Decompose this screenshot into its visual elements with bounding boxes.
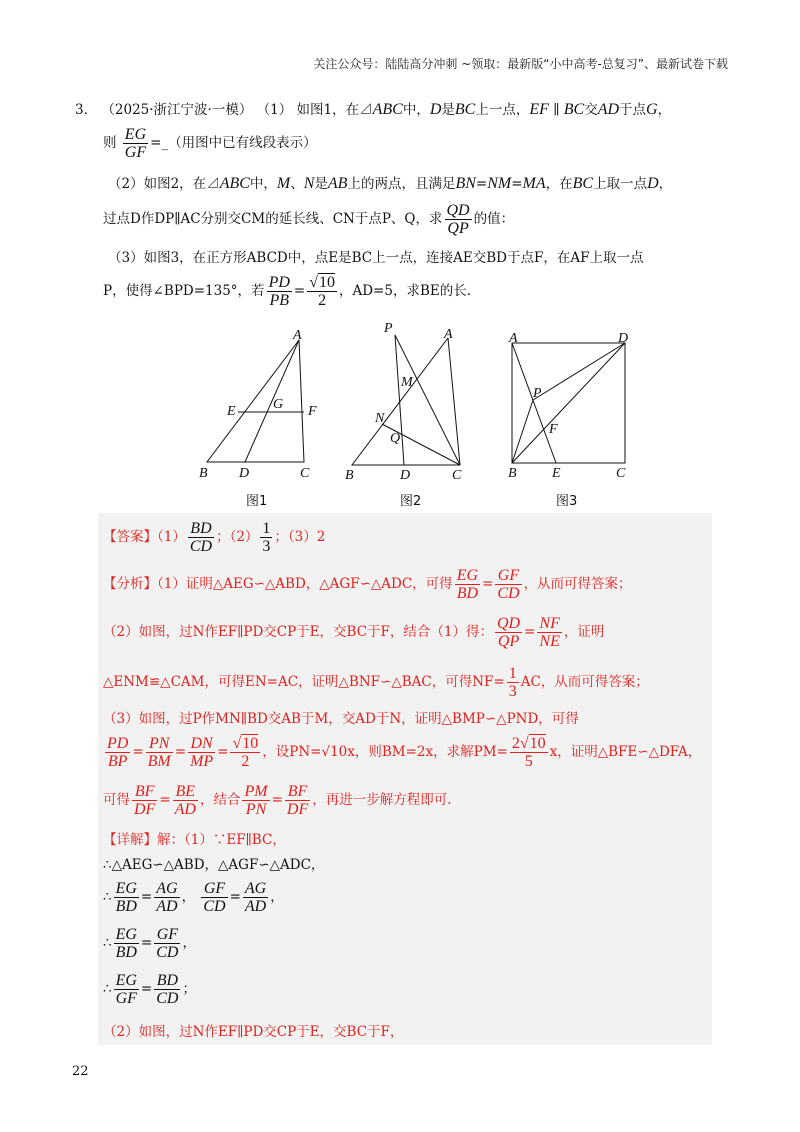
svg-text:D: D — [400, 468, 411, 483]
svg-text:M: M — [401, 375, 413, 390]
svg-text:E: E — [552, 466, 561, 481]
question-line-2: 则 $\frac{EG}{GF}$ =_（用图中已有线段表示） — [103, 126, 317, 161]
svg-text:B: B — [199, 466, 208, 481]
question-line-1: 3． （2025·浙江宁波·一模） （1） 如图1，在⊿ABC中，D是BC上一点，EF ∥ BC交AD于点G， — [75, 101, 672, 118]
question-line-6: P，使得∠BPD=135°，若 $\frac{PD}{PB}$ = $\frac{√10}{2}$ ，AD=5，求BE的长. — [103, 274, 472, 309]
page-header: 关注公众号：陆陆高分冲刺 ~领取：最新版“小中高考-总复习”、最新试卷下载 — [313, 57, 728, 71]
svg-text:B: B — [345, 468, 354, 483]
svg-text:B: B — [508, 466, 517, 481]
answer-line: 【答案】（1） $\frac{BD}{CD}$ ；（2） $\frac{1}{3}$ ；（3）2 — [103, 520, 326, 555]
svg-text:D: D — [239, 466, 250, 481]
analysis-line-5: $\frac{PD}{BP}$ = $\frac{PN}{BM}$ = $\frac{DN}{MP}$ = $\frac{√10}{2}$ ，设PN=√10x，则BM=2x，求解PM= $\frac{2√10}{5}$ x，证明△BFE∽△DFA， — [107, 735, 702, 770]
detail-line-6: （2）如图，过N作EF∥PD交CP于E，交BC于F， — [103, 1024, 404, 1040]
question-source: （2025·浙江宁波·一模） — [101, 102, 253, 118]
svg-text:E: E — [227, 404, 236, 419]
detail-line-3: ∴ $\frac{EG}{BD}$ = $\frac{AG}{AD}$ ， $\frac{GF}{CD}$ = $\frac{AG}{AD}$ ， — [103, 880, 284, 915]
svg-text:D: D — [618, 331, 629, 346]
svg-text:C: C — [300, 466, 310, 481]
svg-text:A: A — [444, 327, 453, 342]
analysis-line-1: 【分析】（1）证明△AEG∽△ABD，△AGF∽△ADC，可得 $\frac{EG}{BD}$ = $\frac{GF}{CD}$ ，从而可得答案； — [103, 567, 632, 602]
svg-text:F: F — [549, 422, 558, 437]
svg-text:P: P — [384, 321, 393, 336]
caption-fig3: 图3 — [556, 494, 578, 509]
detail-line-2: ∴△AEG∽△ABD，△AGF∽△ADC， — [103, 857, 325, 873]
svg-text:N: N — [375, 411, 385, 426]
caption-fig2: 图2 — [400, 494, 422, 509]
analysis-line-2: （2）如图，过N作EF∥PD交CP于E，交BC于F，结合（1）得： $\frac{QD}{QP}$ = $\frac{NF}{NE}$ ，证明 — [103, 615, 605, 650]
svg-text:C: C — [452, 468, 462, 483]
page-number: 22 — [72, 1064, 89, 1079]
svg-text:A: A — [509, 331, 518, 346]
question-line-4: 过点D作DP∥AC分别交CM的延长线、CN于点P、Q，求 $\frac{QD}{QP}$ 的值： — [103, 202, 515, 237]
svg-text:G: G — [273, 397, 284, 412]
question-line-5: （3）如图3，在正方形ABCD中，点E是BC上一点，连接AE交BD于点F，在AF上取一点 — [108, 250, 644, 266]
detail-line-4: ∴ $\frac{EG}{BD}$ = $\frac{GF}{CD}$ ， — [103, 926, 196, 961]
detail-line-1: 【详解】解：（1）∵EF∥BC， — [103, 832, 286, 848]
svg-text:C: C — [616, 466, 626, 481]
analysis-line-6: 可得 $\frac{BF}{DF}$ = $\frac{BE}{AD}$ ，结合 $\frac{PM}{PN}$ = $\frac{BF}{DF}$ ，再进一步解方程即可. — [103, 783, 452, 818]
figure-3 — [500, 330, 640, 485]
figure-2 — [340, 318, 470, 483]
svg-text:Q: Q — [390, 431, 401, 446]
question-number: 3． — [75, 102, 98, 118]
svg-text:P: P — [533, 386, 542, 401]
analysis-line-4: （3）如图，过P作MN∥BD交AB于M，交AD于N，证明△BMP∽△PND，可得 — [103, 711, 579, 727]
caption-fig1: 图1 — [246, 494, 268, 509]
svg-text:F: F — [308, 404, 317, 419]
figure-1 — [190, 320, 330, 485]
analysis-line-3: △ENM≌△CAM，可得EN=AC，证明△BNF∽△BAC，可得NF= $\frac{1}{3}$ AC，从而可得答案； — [103, 665, 649, 700]
svg-text:A: A — [293, 328, 302, 343]
detail-line-5: ∴ $\frac{EG}{GF}$ = $\frac{BD}{CD}$ ； — [103, 972, 196, 1007]
question-line-3: （2）如图2，在⊿ABC中，M、N是AB上的两点，且满足BN=NM=MA，在BC上取一点D， — [108, 175, 673, 192]
